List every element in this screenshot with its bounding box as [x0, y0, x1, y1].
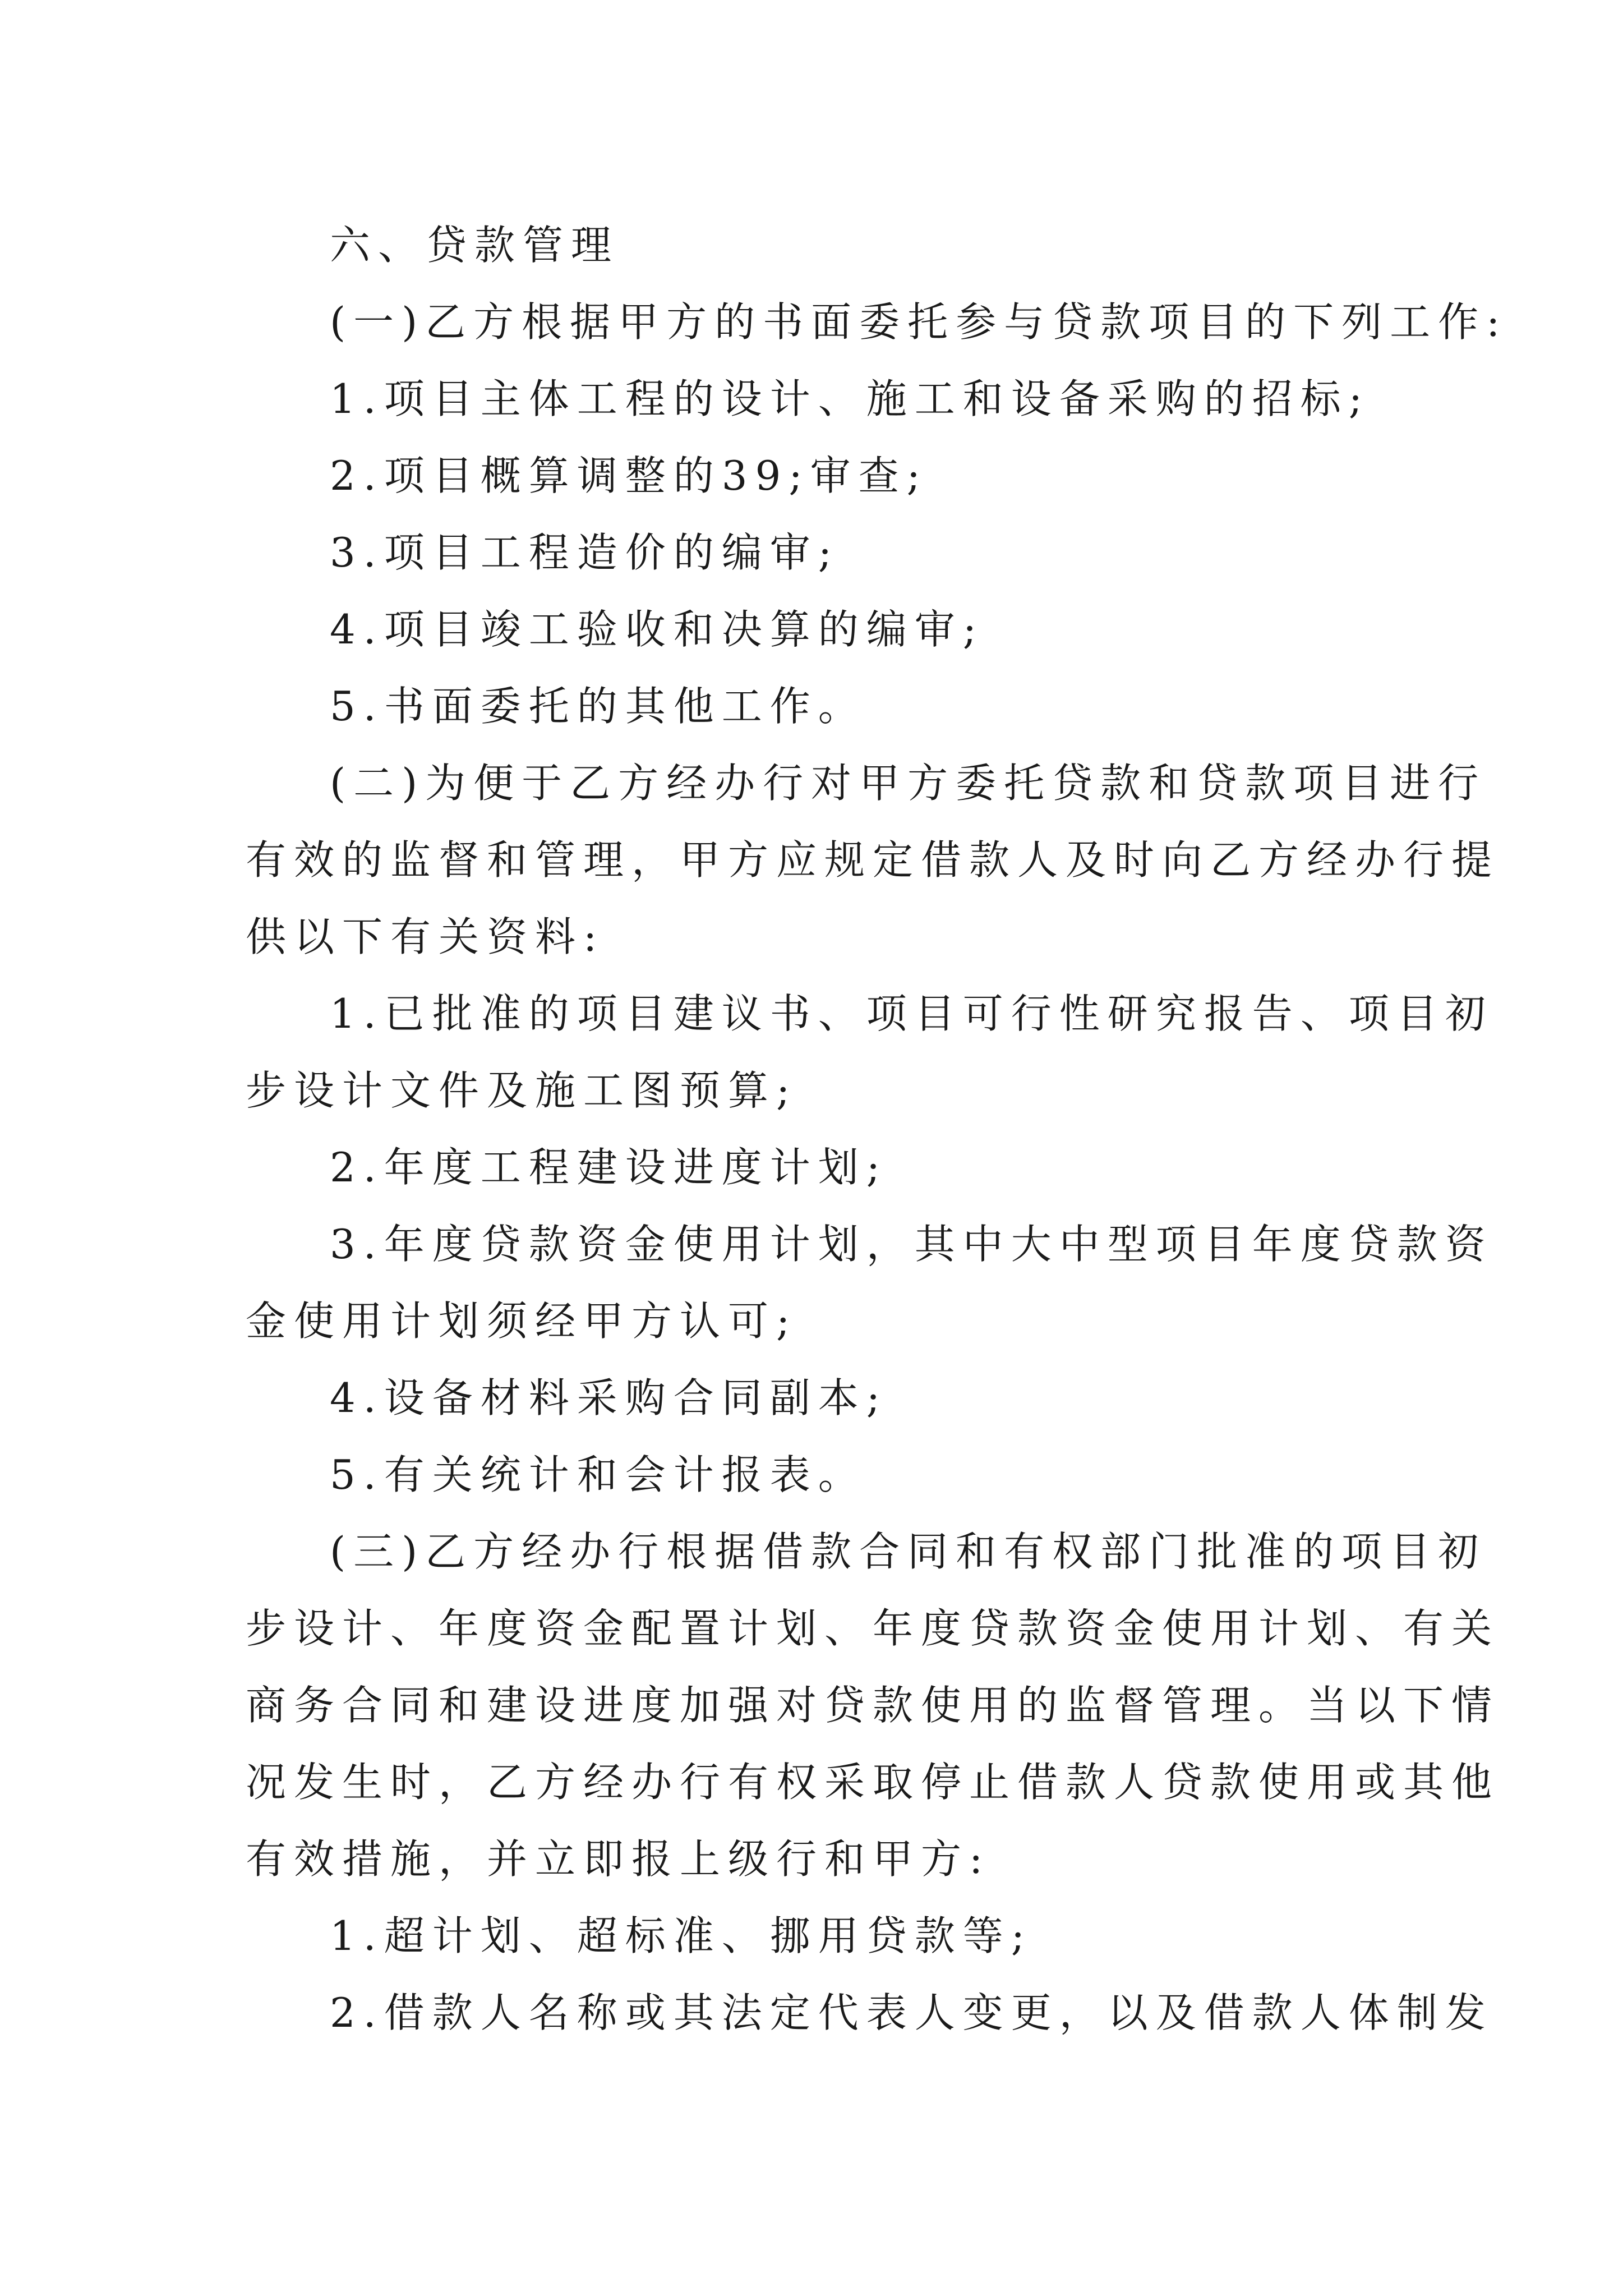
list-item: 2.借款人名称或其法定代表人变更，以及借款人体制发	[330, 1989, 1493, 2036]
paragraph-line: 商务合同和建设进度加强对贷款使用的监督管理。当以下情	[246, 1682, 1500, 1729]
list-item: 4.设备材料采购合同副本;	[330, 1374, 888, 1421]
paragraph-line: (三)乙方经办行根据借款合同和有权部门批准的项目初	[330, 1528, 1487, 1575]
section-heading: 六、贷款管理	[330, 222, 620, 269]
list-item: 5.书面委托的其他工作。	[330, 683, 866, 730]
list-item: 4.项目竣工验收和决算的编审;	[330, 606, 984, 653]
list-item: 2.项目概算调整的39;审查;	[330, 452, 928, 499]
list-item: 1.超计划、超标准、挪用贷款等;	[330, 1912, 1032, 1959]
paragraph-line: (一)乙方根据甲方的书面委托参与贷款项目的下列工作:	[330, 298, 1508, 346]
list-item: 1.项目主体工程的设计、施工和设备采购的招标;	[330, 375, 1370, 422]
list-item: 3.项目工程造价的编审;	[330, 529, 840, 576]
list-item: 2.年度工程建设进度计划;	[330, 1144, 888, 1191]
paragraph-line: 步设计、年度资金配置计划、年度贷款资金使用计划、有关	[246, 1605, 1500, 1652]
list-item: 5.有关统计和会计报表。	[330, 1451, 866, 1498]
paragraph-line: 况发生时，乙方经办行有权采取停止借款人贷款使用或其他	[246, 1759, 1500, 1806]
paragraph-line: (二)为便于乙方经办行对甲方委托贷款和贷款项目进行	[330, 760, 1487, 807]
document-body	[246, 207, 1508, 2051]
paragraph-line: 步设计文件及施工图预算;	[246, 1067, 798, 1114]
paragraph-line: 供以下有关资料:	[246, 913, 605, 960]
list-item: 3.年度贷款资金使用计划，其中大中型项目年度贷款资	[330, 1221, 1493, 1268]
list-item: 1.已批准的项目建议书、项目可行性研究报告、项目初	[330, 990, 1493, 1037]
paragraph-line: 有效措施，并立即报上级行和甲方:	[246, 1835, 991, 1883]
paragraph-line: 金使用计划须经甲方认可;	[246, 1297, 798, 1345]
paragraph-line: 有效的监督和管理，甲方应规定借款人及时向乙方经办行提	[246, 836, 1500, 884]
